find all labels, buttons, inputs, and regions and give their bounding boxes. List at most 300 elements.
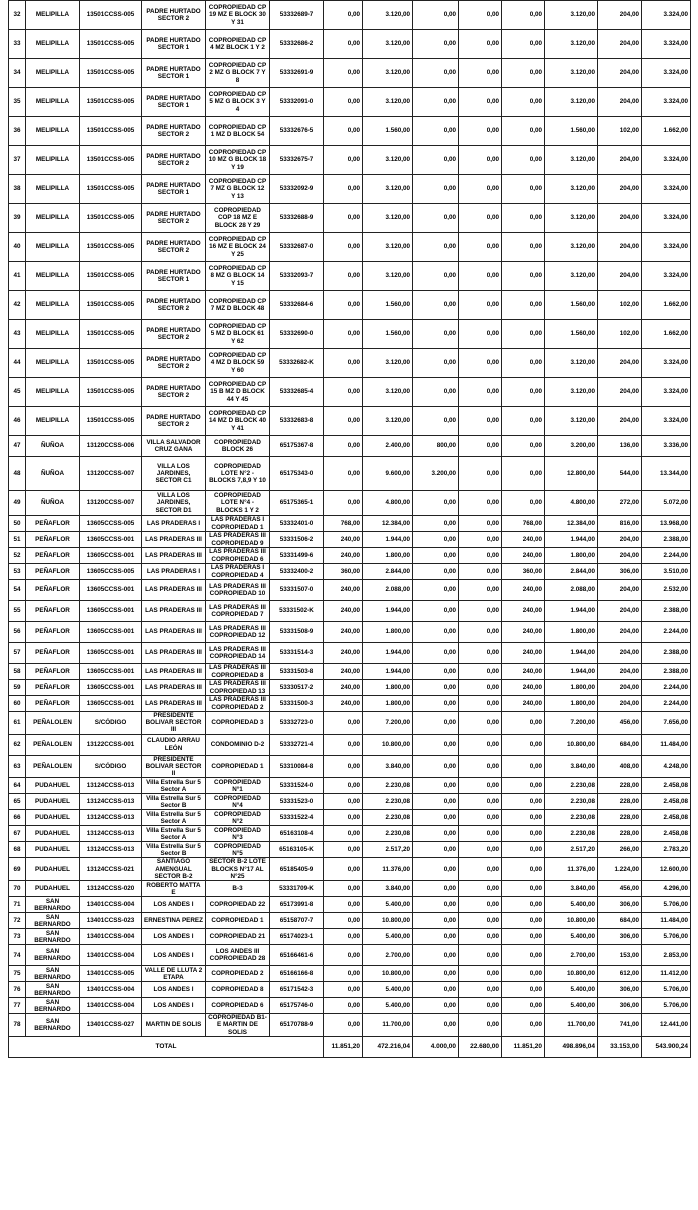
value-cell: 204,00 (598, 548, 642, 564)
value-cell: 0,00 (324, 778, 363, 794)
table-row (9, 913, 691, 929)
value-cell: 0,00 (459, 175, 502, 204)
codigo-cell: 13605CCSS-001 (80, 548, 142, 564)
table-row (9, 778, 691, 794)
value-cell: 204,00 (598, 680, 642, 696)
comuna-cell: PEÑAFLOR (26, 580, 80, 601)
value-cell: 0,00 (413, 146, 459, 175)
value-cell: 0,00 (502, 204, 545, 233)
sector-cell: LOS ANDES I (142, 945, 206, 966)
table-row (9, 491, 691, 516)
value-cell: 2.088,00 (545, 580, 598, 601)
rol-cell: 53332091-0 (270, 88, 324, 117)
total-value-cell: 11.412,00 (642, 966, 691, 982)
value-cell: 3.120,00 (363, 146, 413, 175)
value-cell: 0,00 (413, 580, 459, 601)
codigo-cell: 13120CCSS-007 (80, 491, 142, 516)
value-cell: 3.120,00 (363, 30, 413, 59)
value-cell: 204,00 (598, 59, 642, 88)
row-number: 51 (9, 532, 26, 548)
value-cell: 0,00 (459, 945, 502, 966)
table-row (9, 320, 691, 349)
sector-cell: PADRE HURTADO SECTOR 1 (142, 262, 206, 291)
comuna-cell: PEÑAFLOR (26, 532, 80, 548)
value-cell: 0,00 (502, 842, 545, 858)
sector-cell: LAS PRADERAS I (142, 516, 206, 532)
table-row (9, 929, 691, 945)
table-row (9, 966, 691, 982)
value-cell: 7.200,00 (363, 712, 413, 735)
row-number: 50 (9, 516, 26, 532)
value-cell: 0,00 (324, 30, 363, 59)
comuna-cell: PEÑALOLEN (26, 734, 80, 755)
value-cell: 240,00 (502, 548, 545, 564)
value-cell: 408,00 (598, 755, 642, 778)
codigo-cell: 13501CCSS-005 (80, 30, 142, 59)
value-cell: 0,00 (413, 664, 459, 680)
table-row (9, 858, 691, 881)
value-cell: 204,00 (598, 580, 642, 601)
rol-cell: 53332686-2 (270, 30, 324, 59)
value-cell: 0,00 (502, 734, 545, 755)
value-cell: 240,00 (324, 696, 363, 712)
value-cell: 3.120,00 (363, 407, 413, 436)
copropiedad-cell: COPROPIEDAD N°2 (206, 810, 270, 826)
sector-cell: VILLA SALVADOR CRUZ GANA (142, 436, 206, 457)
value-cell: 456,00 (598, 712, 642, 735)
codigo-cell: 13124CCSS-013 (80, 842, 142, 858)
value-cell: 11.376,00 (363, 858, 413, 881)
value-cell: 102,00 (598, 291, 642, 320)
value-cell: 240,00 (324, 622, 363, 643)
codigo-cell: 13124CCSS-013 (80, 810, 142, 826)
value-cell: 0,00 (502, 407, 545, 436)
sector-cell: PADRE HURTADO SECTOR 1 (142, 175, 206, 204)
total-value-cell: 3.324,00 (642, 262, 691, 291)
value-cell: 612,00 (598, 966, 642, 982)
table-row (9, 1014, 691, 1037)
copropiedad-cell: COPROPIEDAD 2 (206, 966, 270, 982)
sector-cell: Villa Estrella Sur 5 Sector B (142, 794, 206, 810)
copropiedad-cell: COPROPIEDAD 21 (206, 929, 270, 945)
value-cell: 0,00 (459, 532, 502, 548)
row-number: 69 (9, 858, 26, 881)
comuna-cell: SAN BERNARDO (26, 945, 80, 966)
row-number: 74 (9, 945, 26, 966)
codigo-cell: 13401CCSS-004 (80, 982, 142, 998)
total-value-cell: 3.324,00 (642, 175, 691, 204)
value-cell: 0,00 (324, 291, 363, 320)
value-cell: 3.120,00 (545, 407, 598, 436)
value-cell: 0,00 (324, 233, 363, 262)
comuna-cell: MELIPILLA (26, 117, 80, 146)
total-value-cell: 498.896,04 (545, 1036, 598, 1057)
value-cell: 204,00 (598, 30, 642, 59)
value-cell: 0,00 (459, 204, 502, 233)
value-cell: 0,00 (324, 117, 363, 146)
total-label: TOTAL (9, 1036, 324, 1057)
table-row (9, 516, 691, 532)
table-row (9, 810, 691, 826)
value-cell: 0,00 (324, 858, 363, 881)
value-cell: 0,00 (502, 457, 545, 491)
copropiedad-cell: COPROPIEDAD CP 15 B MZ D BLOCK 44 Y 45 (206, 378, 270, 407)
value-cell: 0,00 (413, 1014, 459, 1037)
sector-cell: LAS PRADERAS I (142, 564, 206, 580)
value-cell: 0,00 (413, 30, 459, 59)
rol-cell: 53332683-8 (270, 407, 324, 436)
rol-cell: 53331709-K (270, 881, 324, 897)
rol-cell: 53331502-K (270, 601, 324, 622)
codigo-cell: 13605CCSS-005 (80, 564, 142, 580)
total-value-cell: 5.706,00 (642, 929, 691, 945)
codigo-cell: 13501CCSS-005 (80, 1, 142, 30)
total-value-cell: 3.324,00 (642, 233, 691, 262)
table-row (9, 88, 691, 117)
comuna-cell: MELIPILLA (26, 349, 80, 378)
value-cell: 240,00 (502, 601, 545, 622)
row-number: 32 (9, 1, 26, 30)
total-value-cell: 3.324,00 (642, 1, 691, 30)
codigo-cell: 13501CCSS-005 (80, 320, 142, 349)
comuna-cell: ÑUÑOA (26, 436, 80, 457)
value-cell: 1.944,00 (545, 532, 598, 548)
value-cell: 204,00 (598, 204, 642, 233)
value-cell: 0,00 (459, 349, 502, 378)
rol-cell: 65175365-1 (270, 491, 324, 516)
copropiedad-cell: SECTOR B-2 LOTE BLOCKS N°17 AL N°25 (206, 858, 270, 881)
total-value-cell: 1.662,00 (642, 291, 691, 320)
copropiedad-cell: COPROPIEDAD N°4 (206, 794, 270, 810)
table-row (9, 291, 691, 320)
comuna-cell: SAN BERNARDO (26, 913, 80, 929)
value-cell: 2.230,08 (545, 778, 598, 794)
value-cell: 12.384,00 (545, 516, 598, 532)
total-value-cell: 1.662,00 (642, 117, 691, 146)
copropiedad-cell: COPROPIEDAD CP 16 MZ E BLOCK 24 Y 25 (206, 233, 270, 262)
comuna-cell: PEÑAFLOR (26, 601, 80, 622)
value-cell: 0,00 (502, 998, 545, 1014)
row-number: 53 (9, 564, 26, 580)
value-cell: 684,00 (598, 734, 642, 755)
value-cell: 1.944,00 (363, 664, 413, 680)
value-cell: 3.120,00 (363, 349, 413, 378)
total-value-cell: 2.244,00 (642, 548, 691, 564)
value-cell: 3.200,00 (545, 436, 598, 457)
value-cell: 204,00 (598, 88, 642, 117)
value-cell: 0,00 (413, 897, 459, 913)
table-row (9, 680, 691, 696)
value-cell: 1.560,00 (363, 320, 413, 349)
table-row (9, 407, 691, 436)
value-cell: 0,00 (502, 755, 545, 778)
total-value-cell: 3.324,00 (642, 88, 691, 117)
row-number: 39 (9, 204, 26, 233)
codigo-cell: 13605CCSS-001 (80, 532, 142, 548)
comuna-cell: ÑUÑOA (26, 491, 80, 516)
value-cell: 1.800,00 (363, 696, 413, 712)
value-cell: 11.376,00 (545, 858, 598, 881)
value-cell: 0,00 (413, 548, 459, 564)
value-cell: 0,00 (324, 881, 363, 897)
comuna-cell: PEÑAFLOR (26, 622, 80, 643)
copropiedad-cell: COPROPIEDAD CP 5 MZ G BLOCK 3 Y 4 (206, 88, 270, 117)
comuna-cell: MELIPILLA (26, 291, 80, 320)
copropiedad-cell: COPROPIEDAD B1-E MARTIN DE SOLIS (206, 1014, 270, 1037)
value-cell: 0,00 (324, 966, 363, 982)
rol-cell: 65171542-3 (270, 982, 324, 998)
value-cell: 0,00 (502, 929, 545, 945)
value-cell: 1.944,00 (545, 664, 598, 680)
value-cell: 0,00 (324, 712, 363, 735)
total-value-cell: 2.783,20 (642, 842, 691, 858)
value-cell: 153,00 (598, 945, 642, 966)
value-cell: 0,00 (502, 146, 545, 175)
total-value-cell: 472.216,04 (363, 1036, 413, 1057)
value-cell: 1.800,00 (363, 548, 413, 564)
sector-cell: Villa Estrella Sur 5 Sector A (142, 778, 206, 794)
total-value-cell: 3.324,00 (642, 30, 691, 59)
copropiedad-cell: COPROPIEDAD CP 7 MZ D BLOCK 48 (206, 291, 270, 320)
codigo-cell: 13605CCSS-001 (80, 664, 142, 680)
sector-cell: PADRE HURTADO SECTOR 2 (142, 1, 206, 30)
value-cell: 0,00 (459, 810, 502, 826)
copropiedad-cell: LAS PRADERAS III COPROPIEDAD 8 (206, 664, 270, 680)
row-number: 63 (9, 755, 26, 778)
value-cell: 0,00 (324, 842, 363, 858)
value-cell: 0,00 (459, 59, 502, 88)
codigo-cell: 13605CCSS-001 (80, 643, 142, 664)
value-cell: 0,00 (459, 643, 502, 664)
table-row (9, 881, 691, 897)
value-cell: 0,00 (413, 881, 459, 897)
codigo-cell: 13401CCSS-004 (80, 897, 142, 913)
value-cell: 0,00 (324, 810, 363, 826)
table-row (9, 532, 691, 548)
value-cell: 0,00 (459, 929, 502, 945)
sector-cell: PADRE HURTADO SECTOR 2 (142, 349, 206, 378)
rol-cell: 53331503-8 (270, 664, 324, 680)
sector-cell: PADRE HURTADO SECTOR 2 (142, 117, 206, 146)
value-cell: 0,00 (459, 778, 502, 794)
total-value-cell: 2.532,00 (642, 580, 691, 601)
total-value-cell: 2.244,00 (642, 696, 691, 712)
sector-cell: MARTIN DE SOLIS (142, 1014, 206, 1037)
value-cell: 0,00 (459, 622, 502, 643)
value-cell: 0,00 (413, 794, 459, 810)
sector-cell: LOS ANDES I (142, 982, 206, 998)
value-cell: 0,00 (459, 320, 502, 349)
value-cell: 0,00 (413, 516, 459, 532)
table-row (9, 349, 691, 378)
value-cell: 306,00 (598, 929, 642, 945)
value-cell: 0,00 (459, 436, 502, 457)
value-cell: 0,00 (324, 59, 363, 88)
value-cell: 0,00 (502, 913, 545, 929)
rol-cell: 53332690-0 (270, 320, 324, 349)
rol-cell: 53331499-6 (270, 548, 324, 564)
rol-cell: 53332721-4 (270, 734, 324, 755)
value-cell: 0,00 (324, 897, 363, 913)
value-cell: 2.400,00 (363, 436, 413, 457)
sector-cell: LAS PRADERAS III (142, 580, 206, 601)
sector-cell: PADRE HURTADO SECTOR 2 (142, 378, 206, 407)
value-cell: 0,00 (502, 491, 545, 516)
row-number: 57 (9, 643, 26, 664)
value-cell: 0,00 (413, 491, 459, 516)
value-cell: 204,00 (598, 146, 642, 175)
value-cell: 0,00 (459, 998, 502, 1014)
value-cell: 0,00 (324, 378, 363, 407)
value-cell: 456,00 (598, 881, 642, 897)
copropiedad-cell: COPROPIEDAD CP 14 MZ D BLOCK 40 Y 41 (206, 407, 270, 436)
copropiedad-cell: COPROPIEDAD CP 19 MZ E BLOCK 30 Y 31 (206, 1, 270, 30)
value-cell: 9.600,00 (363, 457, 413, 491)
value-cell: 0,00 (413, 204, 459, 233)
sector-cell: VILLA LOS JARDINES, SECTOR D1 (142, 491, 206, 516)
value-cell: 2.700,00 (545, 945, 598, 966)
value-cell: 204,00 (598, 601, 642, 622)
value-cell: 0,00 (459, 712, 502, 735)
total-value-cell: 2.388,00 (642, 532, 691, 548)
value-cell: 0,00 (324, 755, 363, 778)
row-number: 42 (9, 291, 26, 320)
codigo-cell: 13605CCSS-001 (80, 680, 142, 696)
value-cell: 0,00 (459, 680, 502, 696)
value-cell: 0,00 (413, 810, 459, 826)
value-cell: 204,00 (598, 349, 642, 378)
copropiedad-cell: COPROPIEDAD BLOCK 26 (206, 436, 270, 457)
value-cell: 800,00 (413, 436, 459, 457)
value-cell: 0,00 (413, 291, 459, 320)
value-cell: 0,00 (502, 945, 545, 966)
value-cell: 228,00 (598, 826, 642, 842)
value-cell: 204,00 (598, 622, 642, 643)
row-number: 47 (9, 436, 26, 457)
row-number: 52 (9, 548, 26, 564)
value-cell: 2.230,08 (545, 810, 598, 826)
value-cell: 3.120,00 (363, 88, 413, 117)
value-cell: 0,00 (413, 696, 459, 712)
comuna-cell: MELIPILLA (26, 262, 80, 291)
sector-cell: PADRE HURTADO SECTOR 2 (142, 407, 206, 436)
value-cell: 0,00 (413, 929, 459, 945)
table-row (9, 548, 691, 564)
value-cell: 0,00 (324, 204, 363, 233)
value-cell: 0,00 (413, 262, 459, 291)
table-row (9, 842, 691, 858)
total-value-cell: 3.336,00 (642, 436, 691, 457)
table-row (9, 457, 691, 491)
value-cell: 0,00 (502, 291, 545, 320)
codigo-cell: 13501CCSS-005 (80, 291, 142, 320)
total-value-cell: 543.900,24 (642, 1036, 691, 1057)
value-cell: 204,00 (598, 696, 642, 712)
sector-cell: PRESIDENTE BOLIVAR SECTOR III (142, 712, 206, 735)
value-cell: 0,00 (324, 491, 363, 516)
value-cell: 1.560,00 (545, 320, 598, 349)
rol-cell: 53332688-9 (270, 204, 324, 233)
total-value-cell: 4.296,00 (642, 881, 691, 897)
value-cell: 0,00 (502, 858, 545, 881)
codigo-cell: S/CÓDIGO (80, 712, 142, 735)
row-number: 46 (9, 407, 26, 436)
codigo-cell: 13501CCSS-005 (80, 204, 142, 233)
copropiedad-cell: COPROPIEDAD 3 (206, 712, 270, 735)
sector-cell: PADRE HURTADO SECTOR 1 (142, 59, 206, 88)
value-cell: 0,00 (459, 1014, 502, 1037)
table-row (9, 755, 691, 778)
rol-cell: 65175343-0 (270, 457, 324, 491)
value-cell: 1.560,00 (363, 117, 413, 146)
value-cell: 0,00 (459, 491, 502, 516)
codigo-cell: 13124CCSS-021 (80, 858, 142, 881)
sector-cell: PADRE HURTADO SECTOR 2 (142, 204, 206, 233)
value-cell: 0,00 (459, 842, 502, 858)
value-cell: 0,00 (502, 897, 545, 913)
value-cell: 3.120,00 (363, 204, 413, 233)
copropiedad-cell: LAS PRADERAS III COPROPIEDAD 2 (206, 696, 270, 712)
value-cell: 204,00 (598, 262, 642, 291)
value-cell: 240,00 (502, 580, 545, 601)
rol-cell: 65166166-8 (270, 966, 324, 982)
copropiedad-cell: COPROPIEDAD CP 1 MZ D BLOCK 54 (206, 117, 270, 146)
value-cell: 0,00 (324, 1014, 363, 1037)
comuna-cell: ÑUÑOA (26, 457, 80, 491)
value-cell: 1.800,00 (545, 622, 598, 643)
codigo-cell: 13120CCSS-006 (80, 436, 142, 457)
value-cell: 0,00 (324, 457, 363, 491)
rol-cell: 53331524-0 (270, 778, 324, 794)
copropiedad-cell: LAS PRADERAS III COPROPIEDAD 14 (206, 643, 270, 664)
row-number: 41 (9, 262, 26, 291)
value-cell: 11.700,00 (545, 1014, 598, 1037)
sector-cell: Villa Estrella Sur 5 Sector A (142, 810, 206, 826)
value-cell: 3.840,00 (363, 881, 413, 897)
row-number: 37 (9, 146, 26, 175)
sector-cell: ROBERTO MATTA E (142, 881, 206, 897)
value-cell: 10.800,00 (545, 913, 598, 929)
value-cell: 0,00 (413, 622, 459, 643)
codigo-cell: 13401CCSS-027 (80, 1014, 142, 1037)
sector-cell: LAS PRADERAS III (142, 680, 206, 696)
value-cell: 0,00 (413, 998, 459, 1014)
rol-cell: 65163105-K (270, 842, 324, 858)
row-number: 40 (9, 233, 26, 262)
codigo-cell: 13605CCSS-001 (80, 622, 142, 643)
value-cell: 3.120,00 (545, 378, 598, 407)
comuna-cell: MELIPILLA (26, 204, 80, 233)
value-cell: 240,00 (502, 643, 545, 664)
row-number: 60 (9, 696, 26, 712)
value-cell: 3.120,00 (545, 30, 598, 59)
value-cell: 3.120,00 (545, 1, 598, 30)
value-cell: 228,00 (598, 794, 642, 810)
table-body (9, 1, 691, 1058)
codigo-cell: 13122CCSS-001 (80, 734, 142, 755)
value-cell: 0,00 (459, 982, 502, 998)
rol-cell: 53332682-K (270, 349, 324, 378)
total-value-cell: 11.484,00 (642, 734, 691, 755)
value-cell: 0,00 (324, 982, 363, 998)
value-cell: 204,00 (598, 1, 642, 30)
rol-cell: 53331523-0 (270, 794, 324, 810)
sector-cell: LAS PRADERAS III (142, 601, 206, 622)
total-value-cell: 3.324,00 (642, 349, 691, 378)
value-cell: 204,00 (598, 407, 642, 436)
rol-cell: 53332685-4 (270, 378, 324, 407)
value-cell: 266,00 (598, 842, 642, 858)
